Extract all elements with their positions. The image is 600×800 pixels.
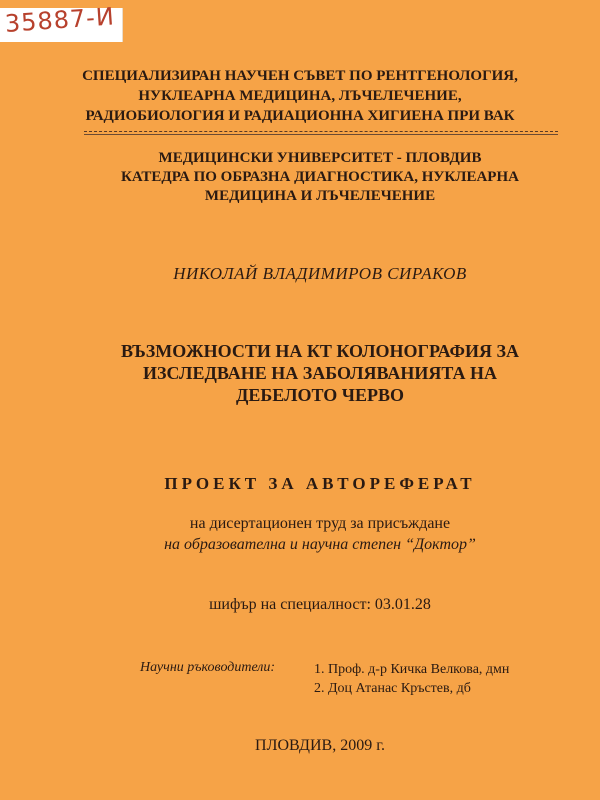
supervisor-item: 2. Доц Атанас Кръстев, дб [314, 681, 471, 696]
place-and-year: ПЛОВДИВ, 2009 г. [255, 737, 385, 754]
dissertation-purpose [20, 513, 600, 555]
specialty-cipher: шифър на специалност: 03.01.28 [209, 596, 431, 613]
university-header [20, 149, 600, 206]
supervisors-label: Научни ръководители: [140, 660, 276, 675]
title-line: ДЕБЕЛОТО ЧЕРВО [236, 385, 404, 405]
council-line: СПЕЦИАЛИЗИРАН НАУЧЕН СЪВЕТ ПО РЕНТГЕНОЛОГИЯ, [82, 68, 518, 84]
stamp-number: 35887-И [4, 2, 116, 38]
university-line: МЕДИЦИНСКИ УНИВЕРСИТЕТ - ПЛОВДИВ [158, 150, 482, 166]
title-line: ИЗСЛЕДВАНЕ НА ЗАБОЛЯВАНИЯТА НА [142, 363, 497, 383]
header-divider-second [84, 134, 558, 135]
degree-line: на образователна и научна степен “Доктор” [164, 536, 476, 553]
council-line: НУКЛЕАРНА МЕДИЦИНА, ЛЪЧЕЛЕЧЕНИЕ, [138, 88, 462, 104]
purpose-line: на дисертационен труд за присъждане [189, 515, 451, 532]
council-line: РАДИОБИОЛОГИЯ И РАДИАЦИОННА ХИГИЕНА ПРИ ВАК [85, 108, 515, 124]
university-line: МЕДИЦИНА И ЛЪЧЕЛЕЧЕНИЕ [204, 188, 436, 204]
university-line: КАТЕДРА ПО ОБРАЗНА ДИАГНОСТИКА, НУКЛЕАРНА [121, 169, 519, 185]
supervisors-list [314, 660, 509, 698]
title-line: ВЪЗМОЖНОСТИ НА КТ КОЛОНОГРАФИЯ ЗА [120, 341, 520, 361]
archive-stamp [0, 2, 123, 42]
supervisor-item: 1. Проф. д-р Кичка Велкова, дмн [314, 662, 510, 677]
project-heading: ПРОЕКТ ЗА АВТОРЕФЕРАТ [164, 474, 476, 493]
dissertation-title [20, 340, 600, 406]
council-header [0, 66, 600, 126]
author-name: НИКОЛАЙ ВЛАДИМИРОВ СИРАКОВ [173, 264, 467, 283]
header-divider [84, 131, 558, 132]
